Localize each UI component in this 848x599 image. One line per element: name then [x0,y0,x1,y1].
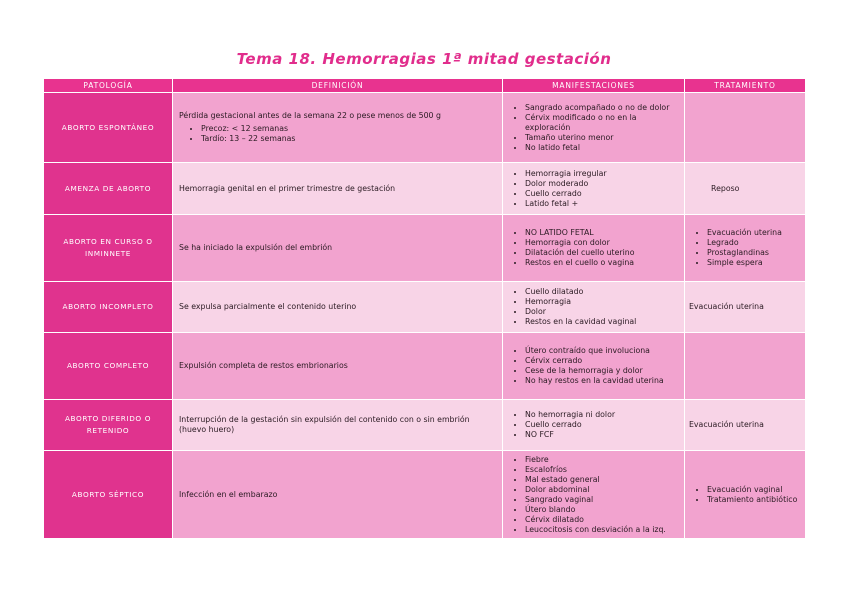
list-item: • Tamaño uterino menor [525,133,680,143]
list-item: • Útero contraído que involuciona [525,346,680,356]
cell-patologia: ABORTO DIFERIDO O RETENIDO [44,400,173,451]
cell-definicion: Hemorragia genital en el primer trimestre de gestación [173,163,503,215]
cell-tratamiento [685,333,806,400]
table-row-aborto-en-curso [44,215,806,282]
list-item: • NO LATIDO FETAL [525,228,680,238]
manifestaciones-list [507,455,680,535]
cell-patologia: ABORTO COMPLETO [44,333,173,400]
cell-manifestaciones [503,451,685,539]
list-item: • Simple espera [707,258,801,268]
list-item: • Restos en el cuello o vagina [525,258,680,268]
table-row-aborto-espontaneo [44,93,806,163]
list-item: • No hay restos en la cavidad uterina [525,376,680,386]
list-item: • Prostaglandinas [707,248,801,258]
table-row-amenaza-aborto [44,163,806,215]
list-item: • Legrado [707,238,801,248]
manifestaciones-list [507,228,680,268]
cell-definicion [173,93,503,163]
manifestaciones-list [507,169,680,209]
list-item: • Evacuación uterina [707,228,801,238]
list-item: • Leucocitosis con desviación a la izq. [525,525,680,535]
list-item: • Fiebre [525,455,680,465]
manifestaciones-list [507,103,680,153]
cell-tratamiento [685,163,806,215]
list-item: • Hemorragia irregular [525,169,680,179]
manifestaciones-list [507,346,680,386]
table-row-aborto-diferido [44,400,806,451]
list-item: • Dolor [525,307,680,317]
list-item: • Evacuación vaginal [707,485,801,495]
table-row-aborto-completo [44,333,806,400]
header-tratamiento: TRATAMIENTO [685,79,806,93]
list-item: • Cuello cerrado [525,189,680,199]
manifestaciones-list [507,287,680,327]
cell-definicion: Interrupción de la gestación sin expulsión del contenido con o sin embrión (huevo huero) [173,400,503,451]
list-item: • NO FCF [525,430,680,440]
pathology-table [43,78,806,539]
cell-manifestaciones [503,333,685,400]
list-item: • Sangrado vaginal [525,495,680,505]
list-item: • No hemorragia ni dolor [525,410,680,420]
cell-tratamiento [685,93,806,163]
list-item: • Hemorragia [525,297,680,307]
tratamiento-list [689,485,801,505]
cell-tratamiento [685,215,806,282]
cell-tratamiento [685,451,806,539]
list-item: • Hemorragia con dolor [525,238,680,248]
cell-manifestaciones [503,282,685,333]
cell-definicion: Se expulsa parcialmente el contenido uterino [173,282,503,333]
list-item: • Sangrado acompañado o no de dolor [525,103,680,113]
list-item: • Tratamiento antibiótico [707,495,801,505]
list-item: • No latido fetal [525,143,680,153]
table-row-aborto-septico [44,451,806,539]
header-definicion: DEFINICIÓN [173,79,503,93]
list-item: • Cese de la hemorragia y dolor [525,366,680,376]
list-item: • Precoz: < 12 semanas [201,124,496,134]
cell-patologia: ABORTO SÉPTICO [44,451,173,539]
page-title: Tema 18. Hemorragias 1ª mitad gestación [236,50,612,68]
cell-definicion: Infección en el embarazo [173,451,503,539]
table-header-row [44,79,806,93]
list-item: • Dolor abdominal [525,485,680,495]
cell-patologia: ABORTO INCOMPLETO [44,282,173,333]
tratamiento-list [689,228,801,268]
cell-tratamiento: Evacuación uterina [685,400,806,451]
header-manifestaciones: MANIFESTACIONES [503,79,685,93]
manifestaciones-list [507,410,680,440]
list-item: • Cérvix modificado o no en la exploración [525,113,680,133]
definicion-text: Pérdida gestacional antes de la semana 22 o pese menos de 500 g [179,111,441,120]
definicion-list [179,124,496,144]
cell-manifestaciones [503,93,685,163]
list-item: • Latido fetal + [525,199,680,209]
list-item: • Tardío: 13 – 22 semanas [201,134,496,144]
cell-manifestaciones [503,163,685,215]
cell-patologia: ABORTO ESPONTÁNEO [44,93,173,163]
tratamiento-text: Reposo [711,183,740,193]
table-row-aborto-incompleto [44,282,806,333]
list-item: • Dilatación del cuello uterino [525,248,680,258]
list-item: • Útero blando [525,505,680,515]
cell-manifestaciones [503,400,685,451]
list-item: • Cérvix cerrado [525,356,680,366]
list-item: • Cuello dilatado [525,287,680,297]
list-item: • Restos en la cavidad vaginal [525,317,680,327]
list-item: • Dolor moderado [525,179,680,189]
cell-definicion: Se ha iniciado la expulsión del embrión [173,215,503,282]
list-item: • Mal estado general [525,475,680,485]
cell-patologia: ABORTO EN CURSO O INMINNETE [44,215,173,282]
list-item: • Cuello cerrado [525,420,680,430]
cell-manifestaciones [503,215,685,282]
cell-definicion: Expulsión completa de restos embrionarios [173,333,503,400]
list-item: • Escalofríos [525,465,680,475]
list-item: • Cérvix dilatado [525,515,680,525]
header-patologia: PATOLOGÍA [44,79,173,93]
cell-patologia: AMENZA DE ABORTO [44,163,173,215]
cell-tratamiento: Evacuación uterina [685,282,806,333]
